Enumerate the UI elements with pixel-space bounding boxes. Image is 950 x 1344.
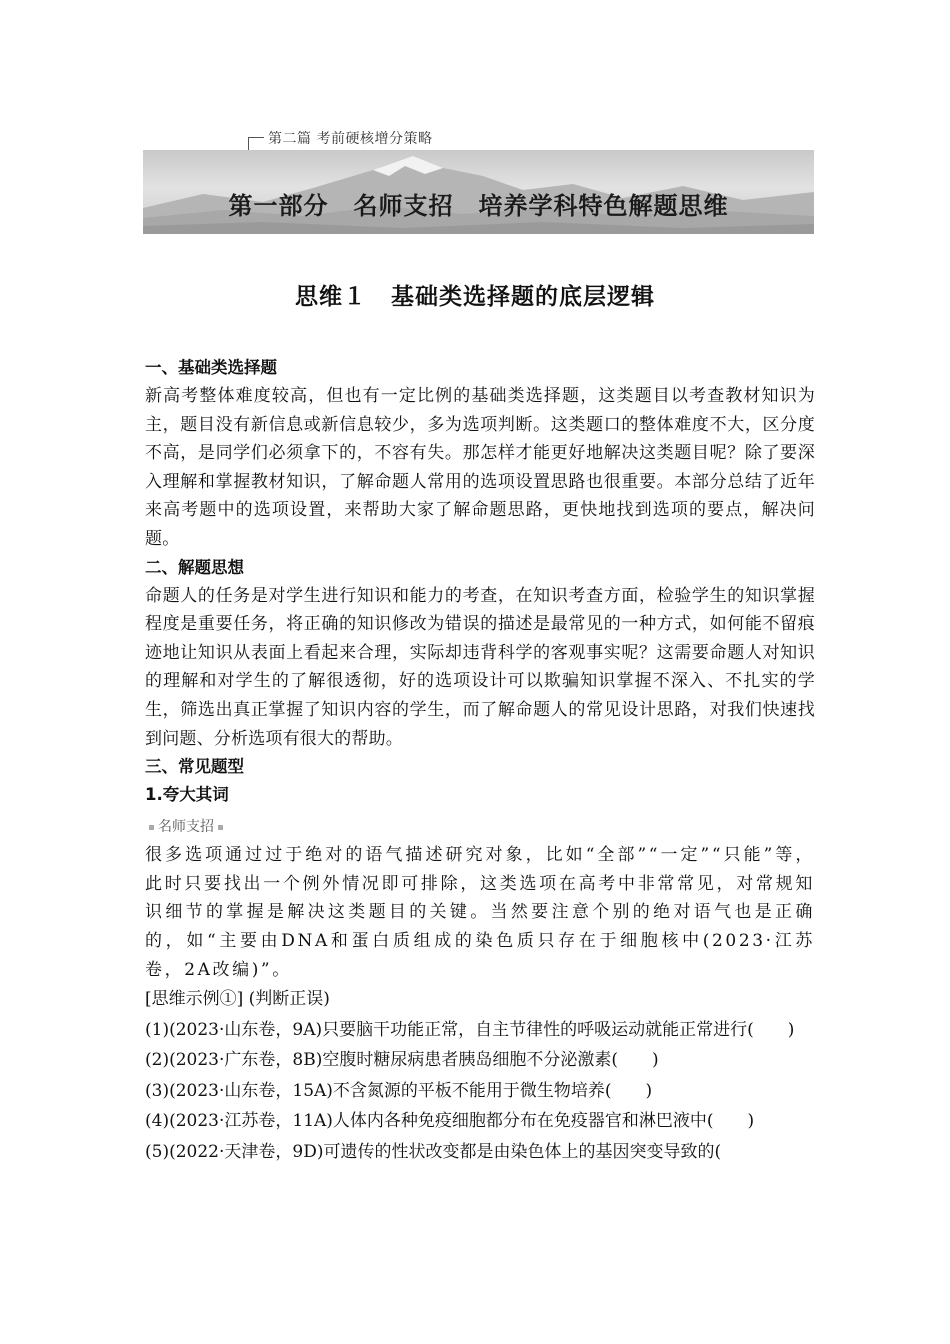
chapter-title: 思维１ 基础类选择题的底层逻辑 <box>295 284 655 310</box>
example-item: (5)(2022·天津卷，9D)可遗传的性状改变都是由染色体上的基因突变导致的( <box>145 1141 722 1162</box>
main-content <box>145 354 815 1167</box>
tip-label-text: 名师支招 <box>158 819 214 836</box>
tip-label <box>145 813 815 841</box>
tip-text: 很多选项通过过于绝对的语气描述研究对象，比如“全部”“一定”“只能”等，此时只要找出一个例外情况即可排除，这类选项在高考中非常常见，对常规知识细节的掌握是解决这类题目的关键。当然要注意个别的绝对语气也是正确的，如“主要由DNA和蛋白质组成的染色质只存在于细胞核中(2023·江苏卷，2A改编)”。 <box>145 845 815 980</box>
example-header <box>145 984 815 1015</box>
subsection-heading: 1.夸大其词 <box>145 785 229 805</box>
example-note: (判断正误) <box>248 989 330 1010</box>
section-tag-bracket <box>248 137 264 138</box>
tip-square-icon <box>218 825 223 830</box>
section-text-2: 命题人的任务是对学生进行知识和能力的考查，在知识考查方面，检验学生的知识掌握程度是重要任务，将正确的知识修改为错误的描述是最常见的一种方式，如何能不留痕迹地让知识从表面上看起来合理，实际却违背科学的客观事实呢？这需要命题人对知识的理解和对学生的了解很透彻，好的选项设计可以欺骗知识掌握不深入、不扎实的学生，筛选出真正掌握了知识内容的学生，而了解命题人的常见设计思路，对我们快速找到问题、分析选项有很大的帮助。 <box>145 585 815 749</box>
example-item: (2)(2023·广东卷，8B)空腹时糖尿病患者胰岛细胞不分泌激素( ) <box>145 1050 659 1071</box>
section-heading-3: 三、常见题型 <box>145 757 244 777</box>
banner-title: 第一部分 名师支招 培养学科特色解题思维 <box>228 192 729 220</box>
section-tag: 第二篇 考前硬核增分策略 <box>268 131 433 147</box>
example-item: (3)(2023·山东卷，15A)不含氮源的平板不能用于微生物培养( ) <box>145 1080 653 1101</box>
example-label: [思维示例①] <box>145 989 244 1010</box>
header-banner <box>143 150 814 234</box>
section-heading-1: 一、基础类选择题 <box>145 358 277 377</box>
example-item: (1)(2023·山东卷，9A)只要脑干功能正常，自主节律性的呼吸运动就能正常进行( ) <box>145 1019 795 1040</box>
tip-square-icon <box>149 825 154 830</box>
example-item: (4)(2023·江苏卷，11A)人体内各种免疫细胞都分布在免疫器官和淋巴液中( ) <box>145 1111 755 1132</box>
section-heading-2: 二、解题思想 <box>145 557 244 577</box>
section-text-1: 新高考整体难度较高，但也有一定比例的基础类选择题，这类题目以考查教材知识为主，题目没有新信息或新信息较少，多为选项判断。这类题口的整体难度不大，区分度不高，是同学们必须拿下的，不容有失。那怎样才能更好地解决这类题目呢？除了要深入理解和掌握教材知识，了解命题人常用的选项设置思路也很重要。本部分总结了近年来高考题中的选项设置，来帮助大家了解命题思路，更快地找到选项的要点，解决问题。 <box>145 386 815 549</box>
